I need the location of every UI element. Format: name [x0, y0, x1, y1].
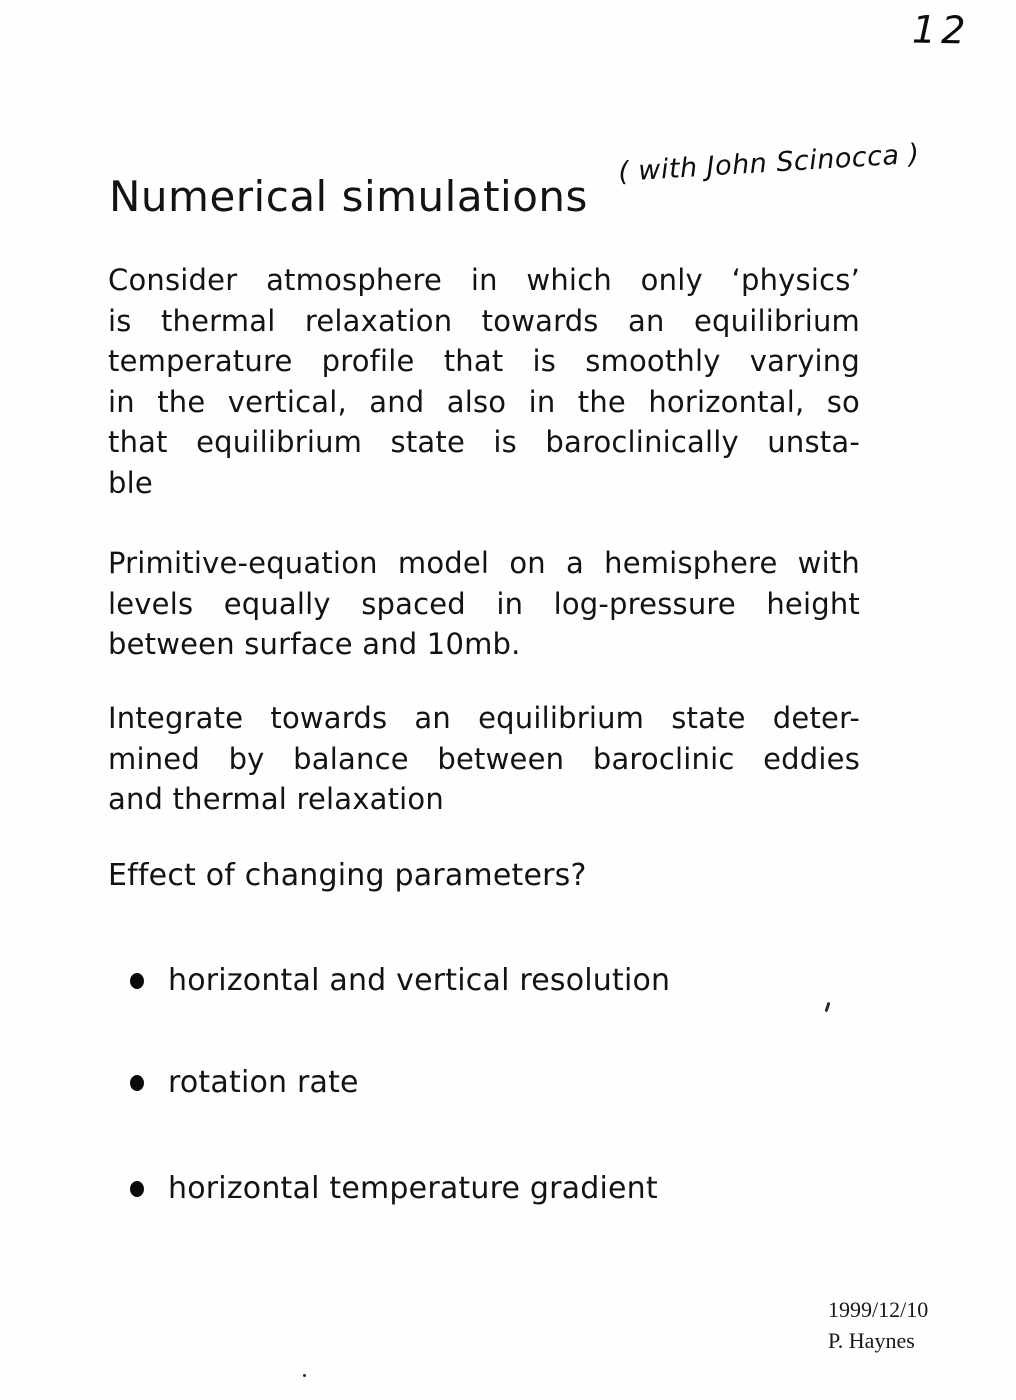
bullet-item-label: horizontal and vertical resolution: [168, 963, 671, 998]
paragraph-line: between surface and 10mb.: [108, 627, 521, 661]
bullet-icon: [130, 1075, 144, 1091]
bullet-item-label: horizontal temperature gradient: [168, 1171, 658, 1206]
paragraph-line: in the vertical, and also in the horizontal, so: [108, 384, 860, 419]
footer-author: P. Haynes: [828, 1328, 915, 1353]
bullet-icon: [130, 973, 144, 989]
handwritten-page-number: 12: [911, 7, 971, 53]
paragraph-line: temperature profile that is smoothly varying: [108, 344, 860, 378]
paragraph-line: Integrate towards an equilibrium state deter-: [108, 701, 860, 735]
paragraph-line: Primitive-equation model on a hemisphere with: [108, 546, 860, 580]
bullet-item-rotation-rate: [130, 1065, 359, 1100]
paragraph-line: that equilibrium state is baroclinically unsta-: [108, 425, 860, 459]
paragraph-line: is thermal relaxation towards an equilibrium: [108, 303, 860, 338]
paragraph-line: ble: [108, 465, 153, 500]
bullet-item-label: rotation rate: [168, 1065, 359, 1100]
paragraph-line: and thermal relaxation: [108, 782, 444, 816]
paragraph-primitive-equation-model: [108, 543, 860, 665]
page-title: Numerical simulations: [109, 172, 588, 221]
bullet-item-resolution: [130, 963, 670, 998]
footer: [828, 1294, 928, 1356]
bullet-item-temperature-gradient: [130, 1171, 658, 1206]
question-line: Effect of changing parameters?: [108, 858, 587, 893]
footer-date: 1999/12/10: [828, 1297, 929, 1322]
paragraph-line: levels equally spaced in log-pressure height: [108, 586, 860, 621]
paragraph-line: Consider atmosphere in which only ‘physics’: [108, 263, 860, 297]
scan-artifact: [303, 1374, 306, 1377]
paragraph-integrate-equilibrium: [108, 698, 860, 820]
scan-artifact: [825, 1002, 831, 1012]
bullet-icon: [130, 1181, 144, 1197]
paragraph-line: mined by balance between baroclinic eddies: [108, 741, 860, 776]
paragraph-consider-atmosphere: [108, 260, 860, 503]
handwritten-annotation: ( with John Scinocca ): [617, 138, 921, 188]
